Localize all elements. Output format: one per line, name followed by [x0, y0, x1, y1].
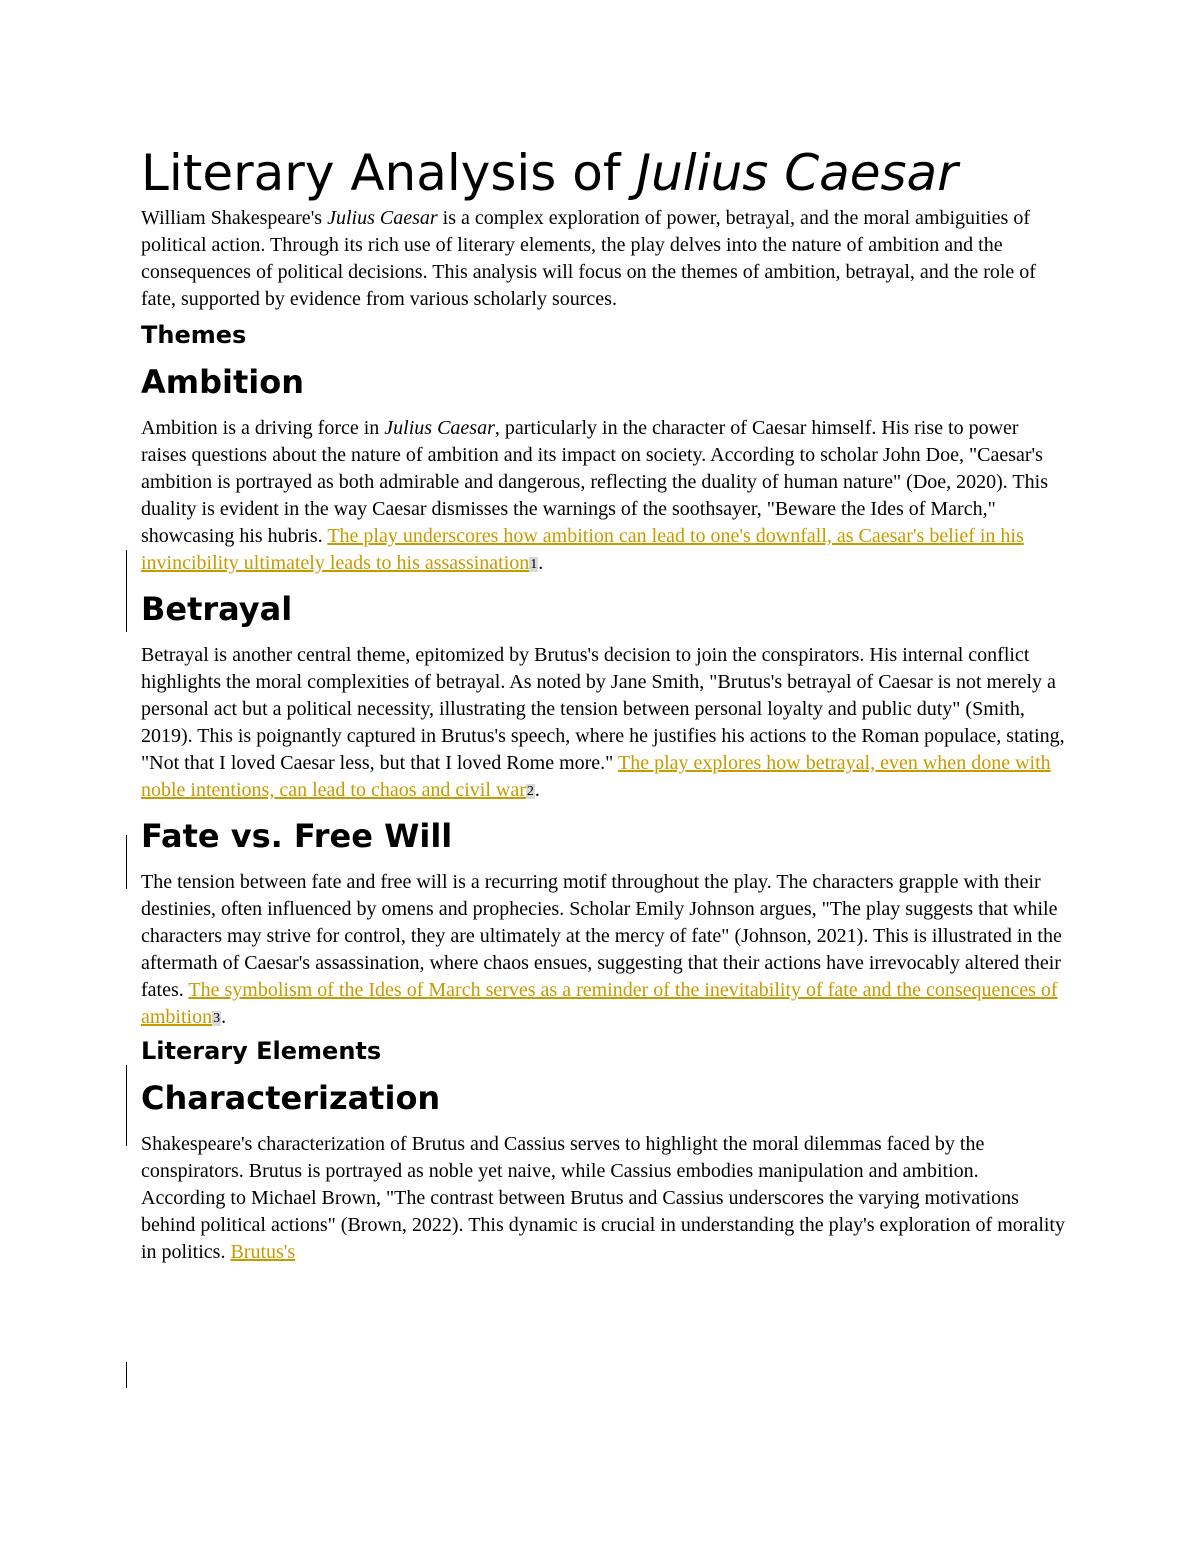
document-content — [141, 138, 1066, 1266]
intro-paragraph — [141, 205, 1066, 313]
title-prefix: Literary Analysis of — [141, 144, 637, 202]
revision-bar — [126, 835, 127, 889]
ambition-citation-link[interactable]: The play underscores how ambition can lead to one's downfall, as Caesar's belief in his invincibility ultimately leads to his assassination — [141, 525, 1024, 574]
betrayal-text: Betrayal is another central theme, epitomized by Brutus's decision to join the conspirators. His internal conflict highlights the moral complexities of betrayal. As noted by Jane Smith, "Brutus's betrayal of Caesar is not merely a personal act but a political necessity, illustrating the tension between personal loyalty and public duty" (Smith, 2019). This is poignantly captured in Brutus's speech, where he justifies his actions to the Roman populace, stating, "Not that I loved Caesar less, but that I loved Rome more." — [141, 644, 1065, 774]
literary-elements-heading: Literary Elements — [141, 1037, 382, 1065]
intro-text-pre: William Shakespeare's — [141, 207, 328, 229]
characterization-citation-link[interactable]: Brutus's — [230, 1241, 296, 1263]
revision-bar — [126, 1362, 127, 1388]
characterization-heading: Characterization — [141, 1079, 441, 1117]
characterization-text: Shakespeare's characterization of Brutus and Cassius serves to highlight the moral dilemmas faced by the conspirators. Brutus is portrayed as noble yet naive, while Cassius embodies manipulation and ambition. According to Michael Brown, "The contrast between Brutus and Cassius underscores the varying motivations behind political actions" (Brown, 2022). This dynamic is crucial in understanding the play's exploration of morality in politics. — [141, 1133, 1065, 1263]
ambition-end: . — [538, 552, 544, 574]
ambition-text-pre: Ambition is a driving force in — [141, 417, 385, 439]
betrayal-citation-link[interactable]: The play explores how betrayal, even when done with noble intentions, can lead to chaos and civil war — [141, 752, 1051, 801]
footnote-marker-2[interactable]: 2 — [526, 784, 534, 799]
footnote-marker-3[interactable]: 3 — [213, 1011, 221, 1026]
revision-bar — [126, 1065, 127, 1146]
intro-text-post: is a complex exploration of power, betrayal, and the moral ambiguities of political action. Through its rich use of literary elements, the play delves into the nature of ambition and the consequences of political decisions. This analysis will focus on the themes of ambition, betrayal, and the role of fate, supported by evidence from various scholarly sources. — [141, 207, 1036, 310]
fate-paragraph — [141, 869, 1066, 1032]
page-title — [141, 138, 1066, 208]
betrayal-heading: Betrayal — [141, 590, 293, 628]
fate-heading: Fate vs. Free Will — [141, 817, 453, 855]
intro-text-italic: Julius Caesar — [327, 207, 438, 229]
ambition-heading: Ambition — [141, 363, 305, 401]
ambition-text-italic: Julius Caesar — [384, 417, 495, 439]
fate-end: . — [221, 1006, 227, 1028]
characterization-paragraph — [141, 1131, 1066, 1266]
fate-text: The tension between fate and free will is a recurring motif throughout the play. The characters grapple with their destinies, often influenced by omens and prophecies. Scholar Emily Johnson argues, "The play suggests that while characters may strive for control, they are ultimately at the mercy of fate" (Johnson, 2021). This is illustrated in the aftermath of Caesar's assassination, where chaos ensues, suggesting that their actions have irrevocably altered their fates. — [141, 871, 1062, 1001]
themes-heading: Themes — [141, 321, 247, 349]
revision-bar — [126, 550, 127, 632]
fate-citation-link[interactable]: The symbolism of the Ides of March serves as a reminder of the inevitability of fate and the consequences of ambition — [141, 979, 1058, 1028]
footnote-marker-1[interactable]: 1 — [530, 557, 538, 572]
title-italic: Julius Caesar — [636, 144, 958, 202]
betrayal-end: . — [534, 779, 540, 801]
betrayal-paragraph — [141, 642, 1066, 805]
ambition-paragraph — [141, 415, 1066, 578]
ambition-text-post: , particularly in the character of Caesar himself. His rise to power raises questions about the nature of ambition and its impact on society. According to scholar John Doe, "Caesar's ambition is portrayed as both admirable and dangerous, reflecting the duality of human nature" (Doe, 2020). This duality is evident in the way Caesar dismisses the warnings of the soothsayer, "Beware the Ides of March," showcasing his hubris. — [141, 417, 1048, 547]
